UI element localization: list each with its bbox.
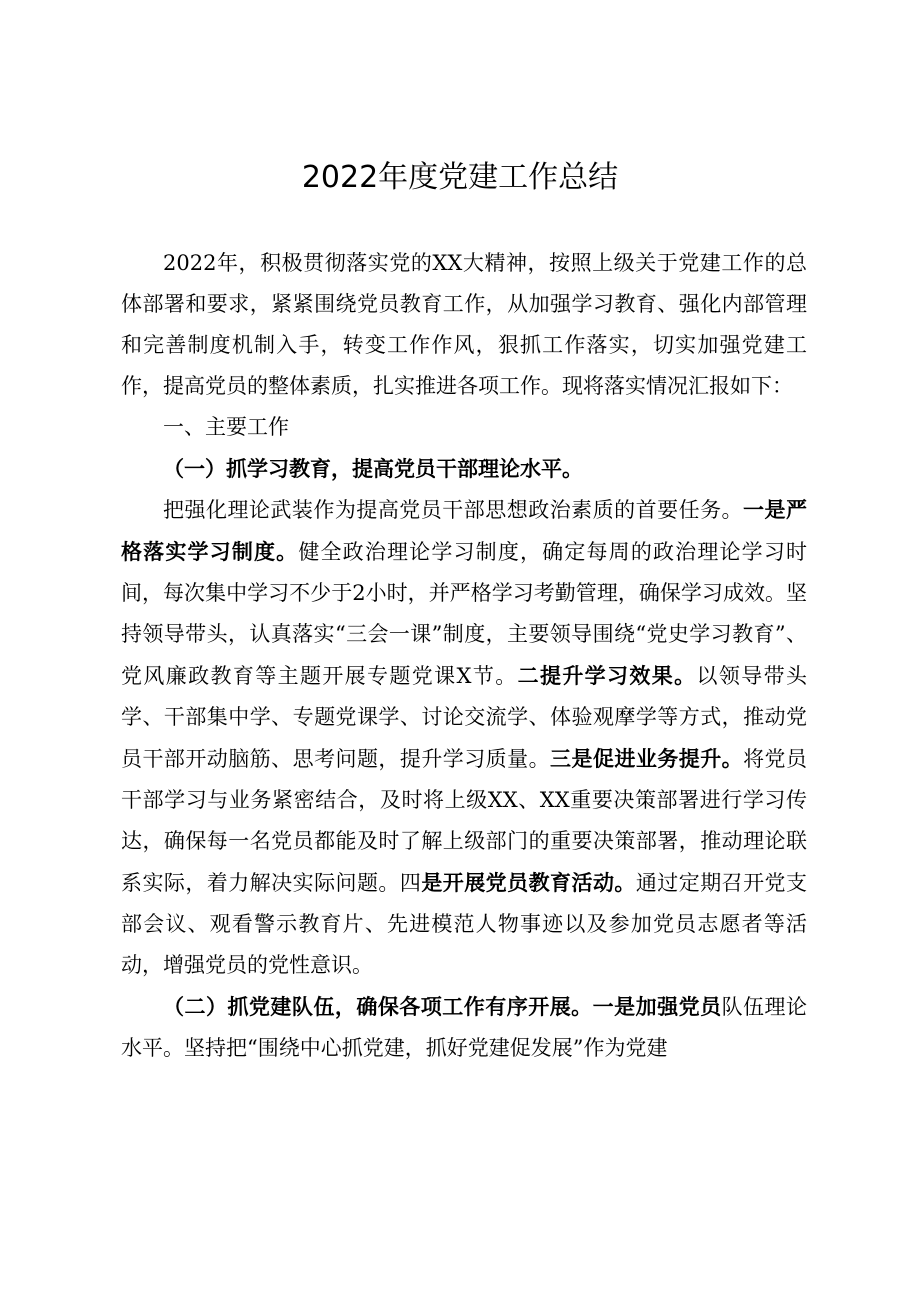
subsection-heading: （一）抓学习教育，提高党员干部理论水平。 (163, 456, 583, 481)
paragraph-text: 将党员干部学习与业务紧密结合，及时将上级XX、XX重要决策部署进行学习传达，确保每一名党员都能及时了解上级部门的重要决策部署，推动理论联系实际，着力解决实际问题。四 (121, 747, 808, 895)
document-title: 2022年度党建工作总结 (301, 160, 619, 195)
bold-point: 是开展党员教育活动。 (421, 870, 636, 895)
paragraph-text: 把强化理论武装作为提高党员干部思想政治素质的首要任务。 (163, 498, 744, 522)
team-paragraph (121, 986, 807, 1069)
section-heading: 一、主要工作 (163, 415, 289, 439)
bold-point: 一是严格落实学习制度。 (121, 497, 808, 564)
study-paragraph (121, 489, 807, 986)
bold-point: 二提升学习效果。 (517, 663, 697, 688)
paragraph-text: 以领导带头学、干部集中学、专题党课学、讨论交流学、体验观摩学等方式，推动党员干部开动脑筋、思考问题，提升学习质量。 (121, 664, 808, 771)
paragraph-text: 通过定期召开党支部会议、观看警示教育片、先进模范人物事迹以及参加党员志愿者等活动，增强党员的党性意识。 (121, 871, 808, 977)
bold-point: 三是促进业务提升。 (550, 746, 744, 771)
subsection-heading: （二）抓党建队伍，确保各项工作有序开展。 (163, 994, 593, 1019)
paragraph-text: 队伍理论水平。坚持把“围绕中心抓党建，抓好党建促发展”作为党建 (121, 995, 808, 1060)
paragraph-text: 健全政治理论学习制度，确定每周的政治理论学习时间，每次集中学习不少于2小时，并严格学习考勤管理，确保学习成效。坚持领导带头，认真落实“三会一课”制度，主要领导围绕“党史学习教育”、党风廉政教育等主题开展专题党课X节。 (121, 540, 808, 688)
bold-point: 一是加强党员 (592, 994, 722, 1019)
document-body (121, 243, 807, 1069)
intro-paragraph: 2022年，积极贯彻落实党的XX大精神，按照上级关于党建工作的总体部署和要求，紧紧围绕党员教育工作，从加强学习教育、强化内部管理和完善制度机制入手，转变工作作风，狠抓工作落实，切实加强党建工作，提高党员的整体素质，扎实推进各项工作。现将落实情况汇报如下： (121, 251, 807, 398)
